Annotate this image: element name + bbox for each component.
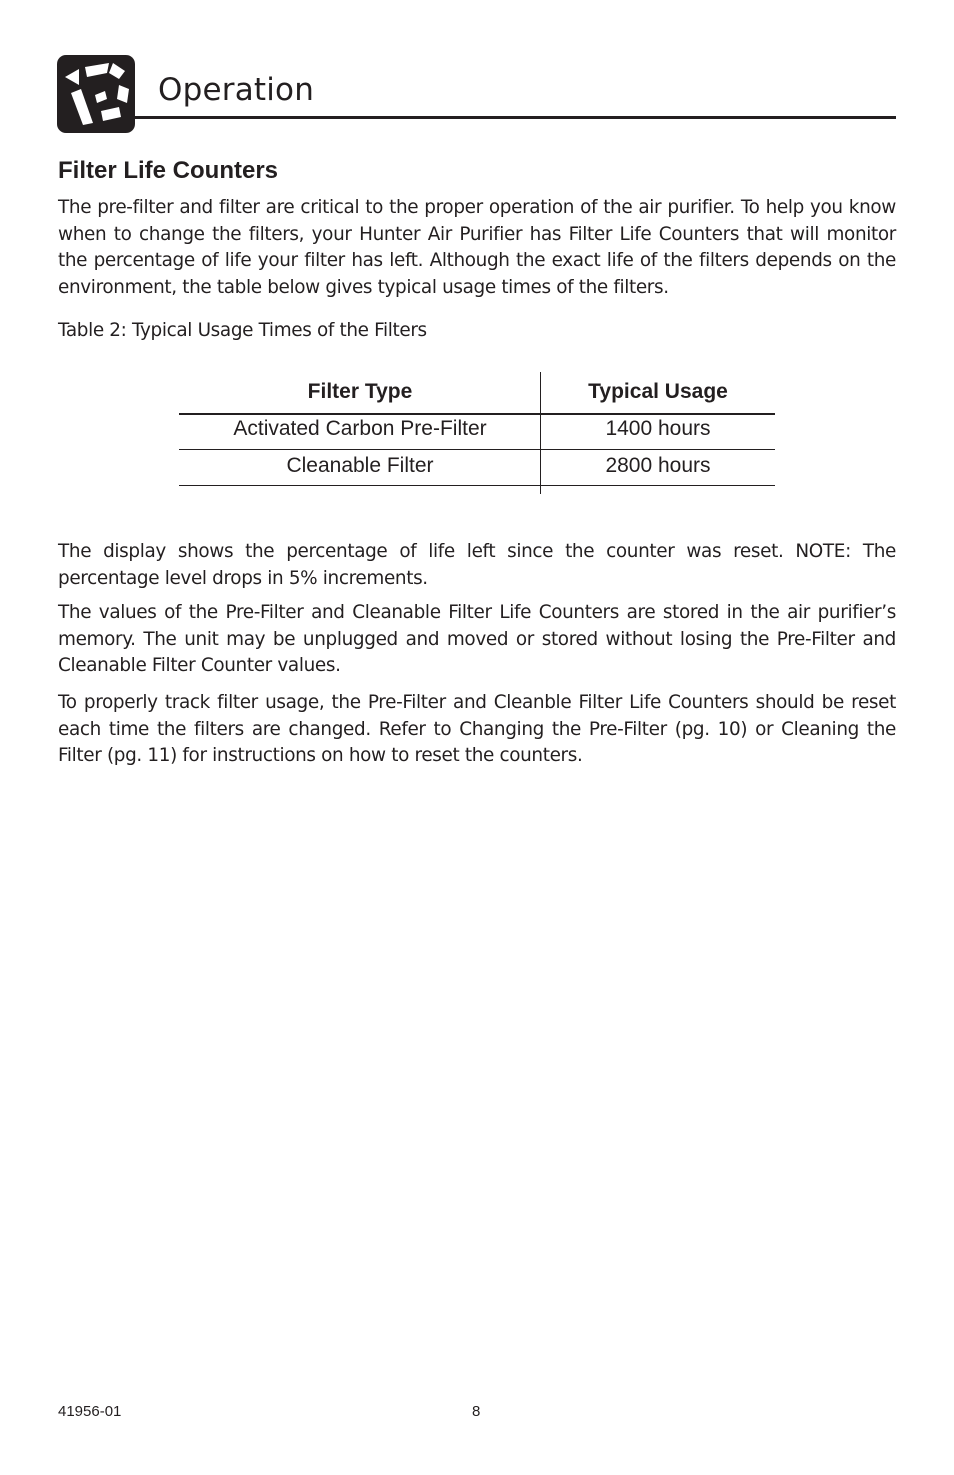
table-row-rule	[179, 485, 775, 486]
page-number: 8	[472, 1403, 481, 1420]
table-cell: Activated Carbon Pre-Filter	[233, 417, 487, 440]
table-cell: 1400 hours	[605, 417, 711, 440]
reset-paragraph: To properly track filter usage, the Pre-Filter and Cleanble Filter Life Counters should be reset each time the filters are changed. Refer to Changing the Pre-Filter (pg. 10) or Cleaning the Filter (pg. 11) for instructions on how to reset the counters.	[58, 692, 896, 766]
table-row-rule	[179, 449, 775, 450]
table-header-cell: Typical Usage	[588, 380, 728, 403]
table-cell: Cleanable Filter	[286, 454, 434, 477]
operation-section-icon	[57, 55, 135, 133]
table-cell: 2800 hours	[605, 454, 711, 477]
table-header-rule	[179, 413, 775, 415]
filter-usage-table	[179, 372, 775, 494]
document-number: 41956-01	[58, 1403, 122, 1420]
section-heading: Filter Life Counters	[58, 157, 279, 184]
display-paragraph: The display shows the percentage of life left since the counter was reset. NOTE: The percentage level drops in 5% increments.	[58, 541, 896, 589]
memory-paragraph: The values of the Pre-Filter and Cleanable Filter Life Counters are stored in the air purifier’s memory. The unit may be unplugged and moved or stored without losing the Pre-Filter and Cleanable Filter Counter values.	[58, 602, 896, 676]
intro-paragraph: The pre-filter and filter are critical to the proper operation of the air purifier. To help you know when to change the filters, your Hunter Air Purifier has Filter Life Counters that will monitor the percentage of life your filter has left. Although the exact life of the filters depends on the environment, the table below gives typical usage times of the filters.	[58, 197, 896, 298]
table-header-cell: Filter Type	[307, 380, 413, 403]
header-rule	[135, 116, 896, 119]
table-caption: Table 2: Typical Usage Times of the Filters	[58, 320, 427, 341]
page-section-title: Operation	[158, 72, 315, 108]
